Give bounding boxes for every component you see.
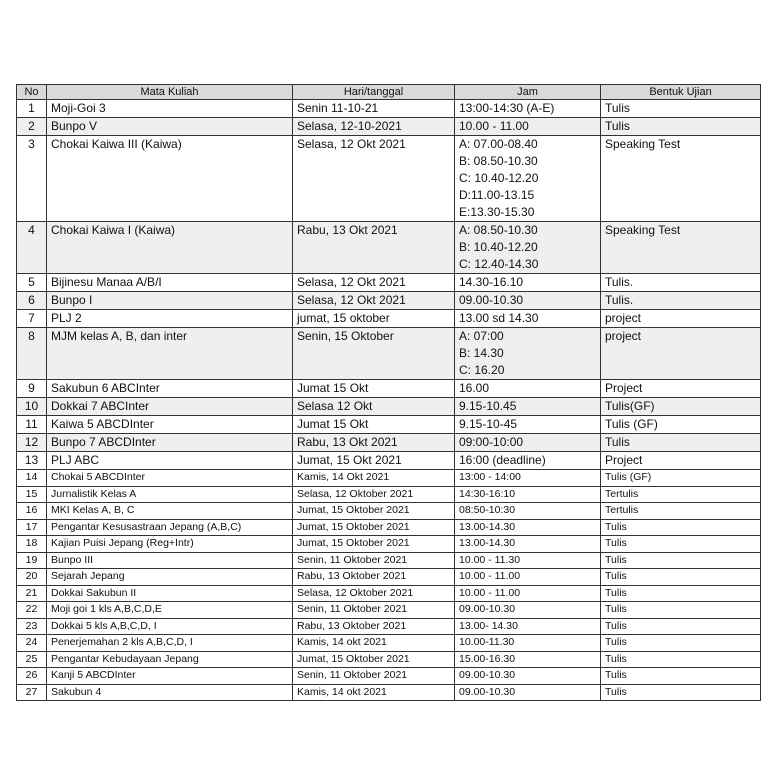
table-row: [17, 552, 761, 569]
time-slot: 09.00-10.30: [459, 669, 516, 681]
row-number: 4: [17, 222, 47, 274]
exam-time: [455, 416, 601, 434]
exam-time: [455, 328, 601, 380]
row-number: 1: [17, 100, 47, 118]
table-row: [17, 585, 761, 602]
exam-time: [455, 274, 601, 292]
exam-type: Tulis: [601, 434, 761, 452]
time-slot: C: 16.20: [459, 363, 505, 377]
table-row: [17, 536, 761, 553]
exam-time: [455, 585, 601, 602]
time-slot: E:13.30-15.30: [459, 205, 535, 219]
time-slot: 13:00 - 14:00: [459, 471, 521, 483]
time-slot: A: 07.00-08.40: [459, 137, 538, 151]
exam-type: Tulis: [601, 684, 761, 701]
table-row: [17, 635, 761, 652]
exam-date: Selasa, 12 Oktober 2021: [293, 486, 455, 503]
course-name: Moji-Goi 3: [47, 100, 293, 118]
exam-date: Jumat, 15 Oktober 2021: [293, 651, 455, 668]
exam-type: Tulis (GF): [601, 470, 761, 487]
exam-type: Tulis: [601, 618, 761, 635]
course-name: Moji goi 1 kls A,B,C,D,E: [47, 602, 293, 619]
course-name: Sejarah Jepang: [47, 569, 293, 586]
exam-date: Rabu, 13 Okt 2021: [293, 222, 455, 274]
table-row: [17, 434, 761, 452]
exam-type: Tulis: [601, 569, 761, 586]
row-number: 6: [17, 292, 47, 310]
exam-date: Senin 11-10-21: [293, 100, 455, 118]
row-number: 12: [17, 434, 47, 452]
exam-date: Selasa, 12 Okt 2021: [293, 136, 455, 222]
table-row: [17, 292, 761, 310]
time-slot: B: 08.50-10.30: [459, 154, 538, 168]
table-row: [17, 274, 761, 292]
exam-date: Kamis, 14 okt 2021: [293, 684, 455, 701]
table-body-main: [17, 100, 761, 470]
course-name: Chokai Kaiwa I (Kaiwa): [47, 222, 293, 274]
table-body-additional: [17, 470, 761, 701]
course-name: Dokkai 7 ABCInter: [47, 398, 293, 416]
row-number: 10: [17, 398, 47, 416]
exam-time: [455, 569, 601, 586]
time-slot: 15.00-16.30: [459, 652, 516, 665]
exam-time: [455, 602, 601, 619]
row-number: 11: [17, 416, 47, 434]
exam-date: Senin, 11 Oktober 2021: [293, 602, 455, 619]
exam-type: Project: [601, 380, 761, 398]
row-number: 20: [17, 569, 47, 586]
header-exam-type: Bentuk Ujian: [601, 85, 761, 100]
exam-type: Tulis: [601, 651, 761, 668]
course-name: Pengantar Kebudayaan Jepang: [47, 651, 293, 668]
table-row: [17, 684, 761, 701]
table-row: [17, 618, 761, 635]
table-row: [17, 668, 761, 685]
row-number: 2: [17, 118, 47, 136]
time-slot: 10.00-11.30: [459, 636, 515, 648]
exam-type: Tulis: [601, 635, 761, 652]
table-row: [17, 398, 761, 416]
time-slot: 10.00 - 11.30: [459, 553, 521, 566]
exam-type: Project: [601, 452, 761, 470]
course-name: Kajian Puisi Jepang (Reg+Intr): [47, 536, 293, 553]
course-name: Dokkai 5 kls A,B,C,D, I: [47, 618, 293, 635]
exam-type: Tulis: [601, 668, 761, 685]
exam-time: [455, 552, 601, 569]
exam-date: Senin, 11 Oktober 2021: [293, 552, 455, 569]
row-number: 7: [17, 310, 47, 328]
exam-time: [455, 136, 601, 222]
course-name: PLJ ABC: [47, 452, 293, 470]
table-row: [17, 519, 761, 536]
table-row: [17, 486, 761, 503]
course-name: Chokai Kaiwa III (Kaiwa): [47, 136, 293, 222]
exam-date: Selasa, 12-10-2021: [293, 118, 455, 136]
row-number: 17: [17, 519, 47, 536]
exam-time: [455, 434, 601, 452]
row-number: 21: [17, 585, 47, 602]
row-number: 27: [17, 684, 47, 701]
table-row: [17, 328, 761, 380]
table-row: [17, 503, 761, 520]
time-slot: 16:00 (deadline): [459, 453, 546, 467]
course-name: Kaiwa 5 ABCDInter: [47, 416, 293, 434]
exam-type: Tulis: [601, 118, 761, 136]
exam-date: Kamis, 14 Okt 2021: [293, 470, 455, 487]
exam-date: Selasa, 12 Okt 2021: [293, 292, 455, 310]
row-number: 22: [17, 602, 47, 619]
time-slot: 16.00: [459, 381, 490, 395]
time-slot: A: 07:00: [459, 329, 504, 343]
exam-type: Tulis: [601, 536, 761, 553]
exam-type: Tulis.: [601, 274, 761, 292]
time-slot: 10.00 - 11.00: [459, 119, 529, 133]
time-slot: 09.00-10.30: [459, 603, 516, 615]
time-slot: 9.15-10.45: [459, 399, 517, 413]
course-name: Bunpo I: [47, 292, 293, 310]
exam-date: Rabu, 13 Oktober 2021: [293, 618, 455, 635]
exam-date: Rabu, 13 Okt 2021: [293, 434, 455, 452]
table-row: [17, 118, 761, 136]
course-name: Sakubun 6 ABCInter: [47, 380, 293, 398]
header-date: Hari/tanggal: [293, 85, 455, 100]
exam-type: Tulis: [601, 100, 761, 118]
course-name: Penerjemahan 2 kls A,B,C,D, I: [47, 635, 293, 652]
row-number: 9: [17, 380, 47, 398]
course-name: MKI Kelas A, B, C: [47, 503, 293, 520]
exam-date: Jumat, 15 Okt 2021: [293, 452, 455, 470]
time-slot: 10.00 - 11.00: [459, 586, 521, 599]
exam-date: Jumat 15 Okt: [293, 380, 455, 398]
exam-type: Tulis: [601, 602, 761, 619]
table-row: [17, 452, 761, 470]
time-slot: 13.00-14.30: [459, 537, 516, 549]
exam-date: Jumat 15 Okt: [293, 416, 455, 434]
exam-time: [455, 668, 601, 685]
time-slot: 09.00-10.30: [459, 685, 516, 698]
exam-date: Selasa, 12 Oktober 2021: [293, 585, 455, 602]
exam-date: Senin, 11 Oktober 2021: [293, 668, 455, 685]
exam-time: [455, 651, 601, 668]
table-row: [17, 470, 761, 487]
course-name: Bunpo 7 ABCDInter: [47, 434, 293, 452]
exam-time: [455, 452, 601, 470]
row-number: 24: [17, 635, 47, 652]
table-row: [17, 100, 761, 118]
exam-time: [455, 292, 601, 310]
table-row: [17, 569, 761, 586]
course-name: Bijinesu Manaa A/B/I: [47, 274, 293, 292]
exam-type: Speaking Test: [601, 222, 761, 274]
time-slot: 9.15-10-45: [459, 417, 518, 431]
table-row: [17, 222, 761, 274]
header-course: Mata Kuliah: [47, 85, 293, 100]
course-name: Sakubun 4: [47, 684, 293, 701]
table-row: [17, 416, 761, 434]
exam-type: Tertulis: [601, 486, 761, 503]
row-number: 23: [17, 618, 47, 635]
exam-type: project: [601, 328, 761, 380]
course-name: Chokai 5 ABCDInter: [47, 470, 293, 487]
table-row: [17, 310, 761, 328]
exam-date: Rabu, 13 Oktober 2021: [293, 569, 455, 586]
row-number: 19: [17, 552, 47, 569]
exam-date: Jumat, 15 Oktober 2021: [293, 519, 455, 536]
exam-schedule-table: [16, 84, 761, 701]
exam-type: Tertulis: [601, 503, 761, 520]
row-number: 18: [17, 536, 47, 553]
exam-type: Tulis(GF): [601, 398, 761, 416]
course-name: Pengantar Kesusastraan Jepang (A,B,C): [47, 519, 293, 536]
exam-date: Jumat, 15 Oktober 2021: [293, 536, 455, 553]
exam-time: [455, 519, 601, 536]
course-name: Bunpo III: [47, 552, 293, 569]
exam-time: [455, 398, 601, 416]
time-slot: 13:00-14:30 (A-E): [459, 101, 555, 115]
exam-type: Speaking Test: [601, 136, 761, 222]
exam-time: [455, 486, 601, 503]
exam-time: [455, 222, 601, 274]
header-no: No: [17, 85, 47, 100]
table-row: [17, 651, 761, 668]
exam-type: Tulis: [601, 552, 761, 569]
exam-type: project: [601, 310, 761, 328]
time-slot: B: 14.30: [459, 346, 504, 360]
row-number: 13: [17, 452, 47, 470]
time-slot: 13.00 sd 14.30: [459, 311, 539, 325]
row-number: 25: [17, 651, 47, 668]
row-number: 16: [17, 503, 47, 520]
course-name: Kanji 5 ABCDInter: [47, 668, 293, 685]
row-number: 14: [17, 470, 47, 487]
time-slot: 13.00- 14.30: [459, 619, 518, 632]
exam-date: Kamis, 14 okt 2021: [293, 635, 455, 652]
exam-type: Tulis (GF): [601, 416, 761, 434]
time-slot: 09.00-10.30: [459, 293, 524, 307]
exam-time: [455, 100, 601, 118]
row-number: 26: [17, 668, 47, 685]
course-name: MJM kelas A, B, dan inter: [47, 328, 293, 380]
time-slot: C: 10.40-12.20: [459, 171, 539, 185]
exam-time: [455, 118, 601, 136]
exam-date: Jumat, 15 Oktober 2021: [293, 503, 455, 520]
exam-time: [455, 380, 601, 398]
exam-time: [455, 470, 601, 487]
time-slot: D:11.00-13.15: [459, 188, 535, 202]
course-name: Bunpo V: [47, 118, 293, 136]
table-row: [17, 380, 761, 398]
exam-date: Selasa, 12 Okt 2021: [293, 274, 455, 292]
exam-type: Tulis: [601, 585, 761, 602]
time-slot: A: 08.50-10.30: [459, 223, 538, 237]
exam-type: Tulis.: [601, 292, 761, 310]
exam-time: [455, 635, 601, 652]
time-slot: 13.00-14.30: [459, 520, 516, 533]
exam-time: [455, 684, 601, 701]
table-header-row: [17, 85, 761, 100]
exam-time: [455, 310, 601, 328]
table-row: [17, 602, 761, 619]
course-name: Dokkai Sakubun II: [47, 585, 293, 602]
time-slot: 10.00 - 11.00: [459, 570, 521, 582]
exam-time: [455, 503, 601, 520]
exam-date: jumat, 15 oktober: [293, 310, 455, 328]
table-row: [17, 136, 761, 222]
exam-date: Selasa 12 Okt: [293, 398, 455, 416]
time-slot: 14:30-16:10: [459, 487, 516, 500]
row-number: 8: [17, 328, 47, 380]
time-slot: 14.30-16.10: [459, 275, 524, 289]
time-slot: 09:00-10:00: [459, 435, 524, 449]
course-name: PLJ 2: [47, 310, 293, 328]
exam-date: Senin, 15 Oktober: [293, 328, 455, 380]
exam-time: [455, 618, 601, 635]
row-number: 3: [17, 136, 47, 222]
row-number: 5: [17, 274, 47, 292]
time-slot: C: 12.40-14.30: [459, 257, 539, 271]
exam-time: [455, 536, 601, 553]
exam-type: Tulis: [601, 519, 761, 536]
time-slot: 08:50-10:30: [459, 504, 516, 516]
time-slot: B: 10.40-12.20: [459, 240, 538, 254]
course-name: Jurnalistik Kelas A: [47, 486, 293, 503]
row-number: 15: [17, 486, 47, 503]
header-time: Jam: [455, 85, 601, 100]
